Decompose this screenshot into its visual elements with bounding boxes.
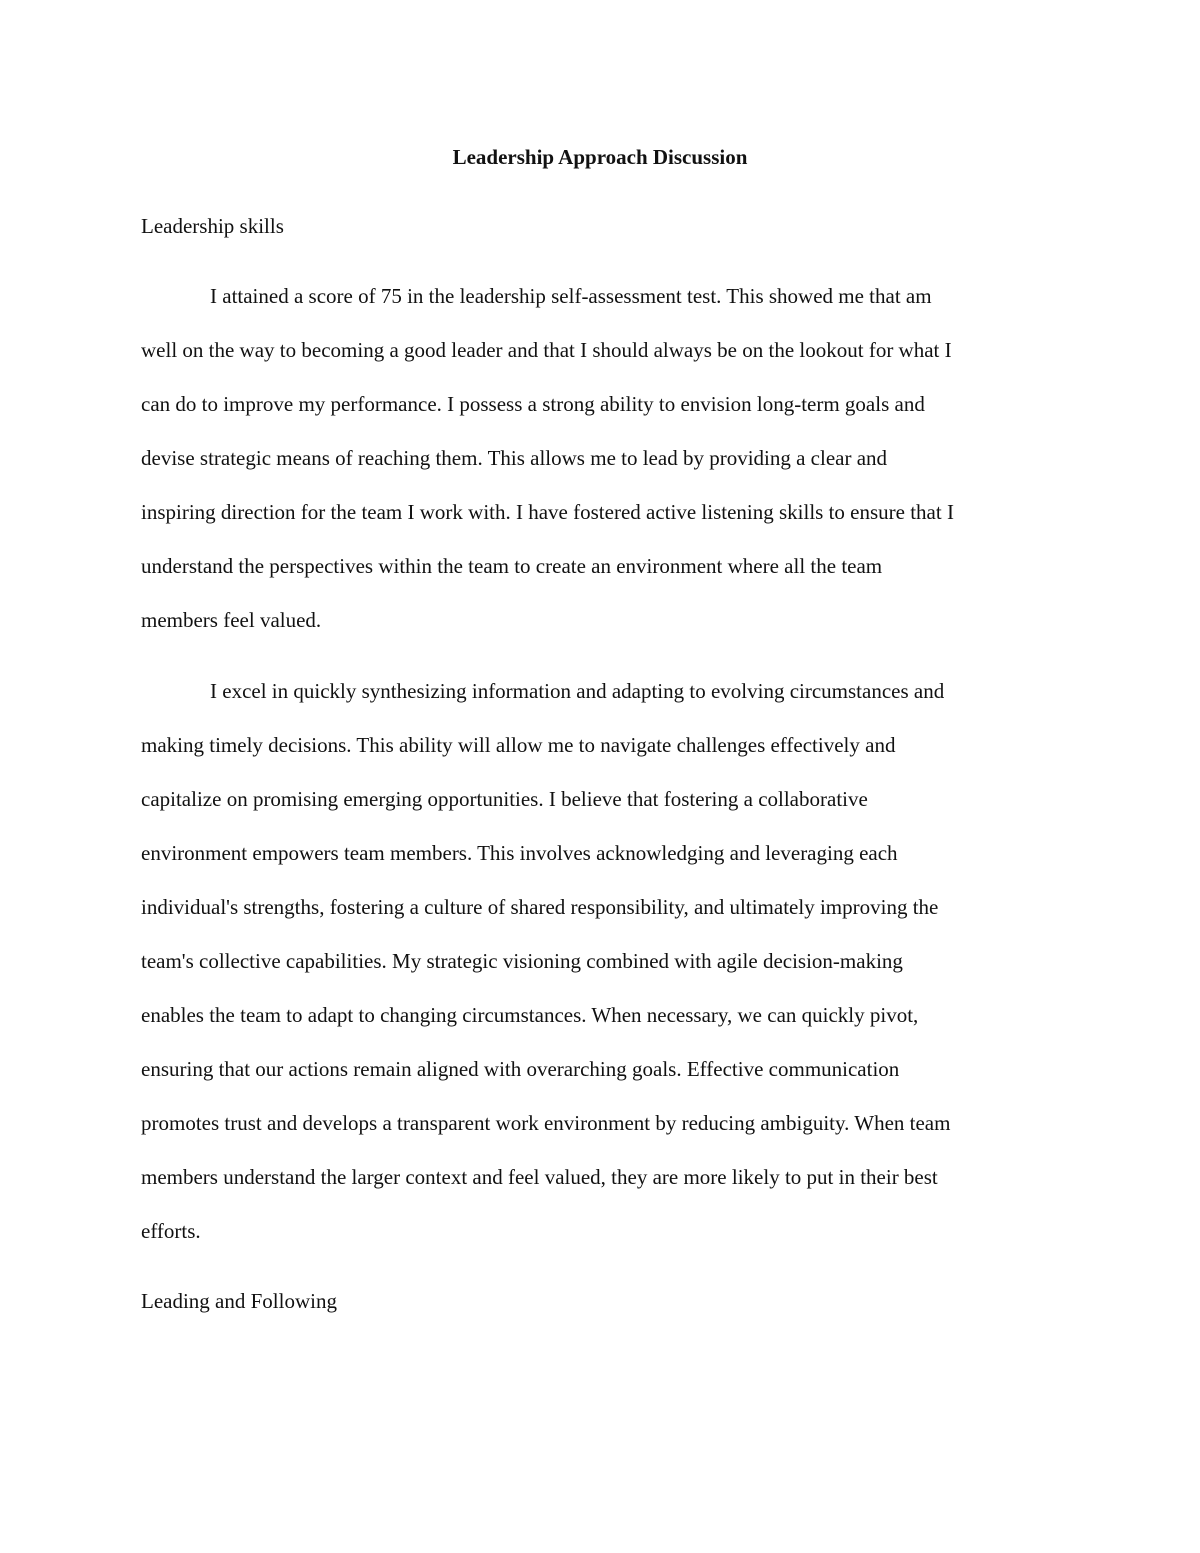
section-heading-leadership-skills: Leadership skills [141,214,284,238]
paragraph-2 [141,677,1071,1271]
paragraph-line: well on the way to becoming a good leader and that I should always be on the lookout for what I [141,338,952,362]
paragraph-line: enables the team to adapt to changing circumstances. When necessary, we can quickly pivot, [141,1003,919,1027]
paragraph-line: I excel in quickly synthesizing information and adapting to evolving circumstances and [210,679,945,703]
paragraph-line: capitalize on promising emerging opportunities. I believe that fostering a collaborative [141,787,868,811]
paragraph-line: promotes trust and develops a transparent work environment by reducing ambiguity. When team [141,1111,951,1135]
paragraph-line: can do to improve my performance. I possess a strong ability to envision long-term goals and [141,392,925,416]
paragraph-line: team's collective capabilities. My strategic visioning combined with agile decision-making [141,949,903,973]
paragraph-line: efforts. [141,1219,201,1243]
paragraph-line: devise strategic means of reaching them. This allows me to lead by providing a clear and [141,446,888,470]
paragraph-line: members understand the larger context and feel valued, they are more likely to put in their best [141,1165,938,1189]
paragraph-line: members feel valued. [141,608,322,632]
paragraph-line: environment empowers team members. This involves acknowledging and leveraging each [141,841,898,865]
paragraph-line: inspiring direction for the team I work with. I have fostered active listening skills to ensure that I [141,500,954,524]
paragraph-1 [141,282,1071,660]
paragraph-line: I attained a score of 75 in the leadership self-assessment test. This showed me that am [210,284,932,308]
paragraph-line: understand the perspectives within the team to create an environment where all the team [141,554,883,578]
document-title: Leadership Approach Discussion [452,145,748,169]
paragraph-line: individual's strengths, fostering a culture of shared responsibility, and ultimately improving the [141,895,939,919]
section-heading-leading-and-following: Leading and Following [141,1289,337,1313]
paragraph-line: ensuring that our actions remain aligned with overarching goals. Effective communication [141,1057,900,1081]
paragraph-line: making timely decisions. This ability will allow me to navigate challenges effectively and [141,733,896,757]
